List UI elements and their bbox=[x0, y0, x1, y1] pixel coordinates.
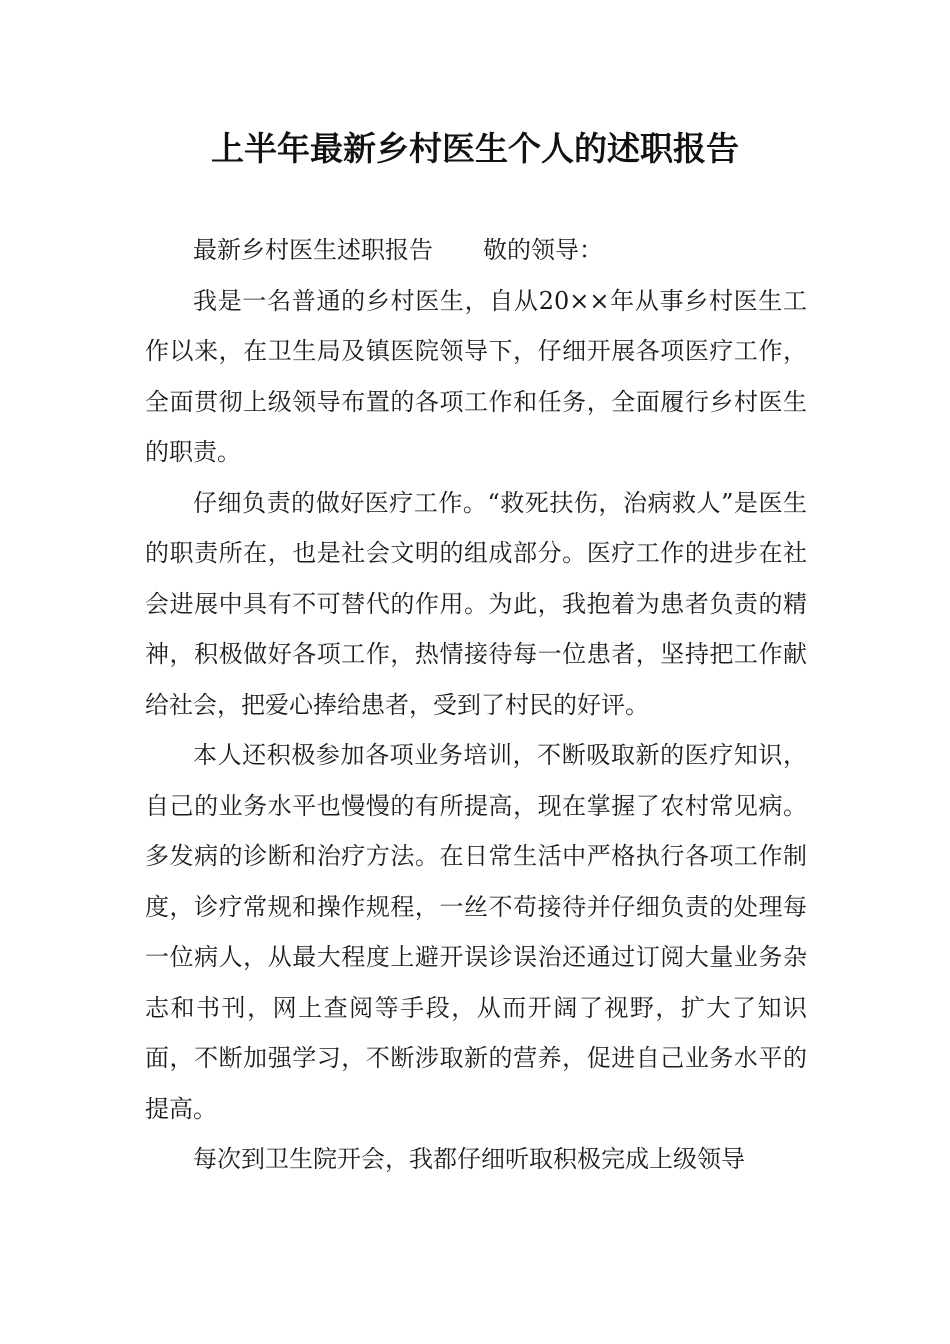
greeting-line bbox=[145, 225, 807, 276]
paragraph: 我是一名普通的乡村医生，自从20××年从事乡村医生工作以来，在卫生局及镇医院领导下，仔细开展各项医疗工作，全面贯彻上级领导布置的各项工作和任务，全面履行乡村医生的职责。 bbox=[145, 286, 807, 466]
greeting-salutation: 敬的领导： bbox=[483, 236, 603, 264]
paragraph: 本人还积极参加各项业务培训，不断吸取新的医疗知识，自己的业务水平也慢慢的有所提高，现在掌握了农村常见病。多发病的诊断和治疗方法。在日常生活中严格执行各项工作制度，诊疗常规和操作规程，一丝不苟接待并仔细负责的处理每一位病人，从最大程度上避开误诊误治还通过订阅大量业务杂志和书刊，网上查阅等手段，从而开阔了视野，扩大了知识面，不断加强学习，不断涉取新的营养，促进自己业务水平的提高。 bbox=[145, 741, 807, 1123]
paragraph: 每次到卫生院开会，我都仔细听取积极完成上级领导 bbox=[193, 1145, 745, 1173]
greeting-report-name: 最新乡村医生述职报告 bbox=[193, 236, 433, 264]
document-body bbox=[145, 225, 807, 1185]
paragraph: 仔细负责的做好医疗工作。“救死扶伤，治病救人”是医生的职责所在，也是社会文明的组成部分。医疗工作的进步在社会进展中具有不可替代的作用。为此，我抱着为患者负责的精神，积极做好各项工作，热情接待每一位患者，坚持把工作献给社会，把爱心捧给患者，受到了村民的好评。 bbox=[145, 488, 807, 719]
document-title: 上半年最新乡村医生个人的述职报告 bbox=[211, 129, 739, 168]
